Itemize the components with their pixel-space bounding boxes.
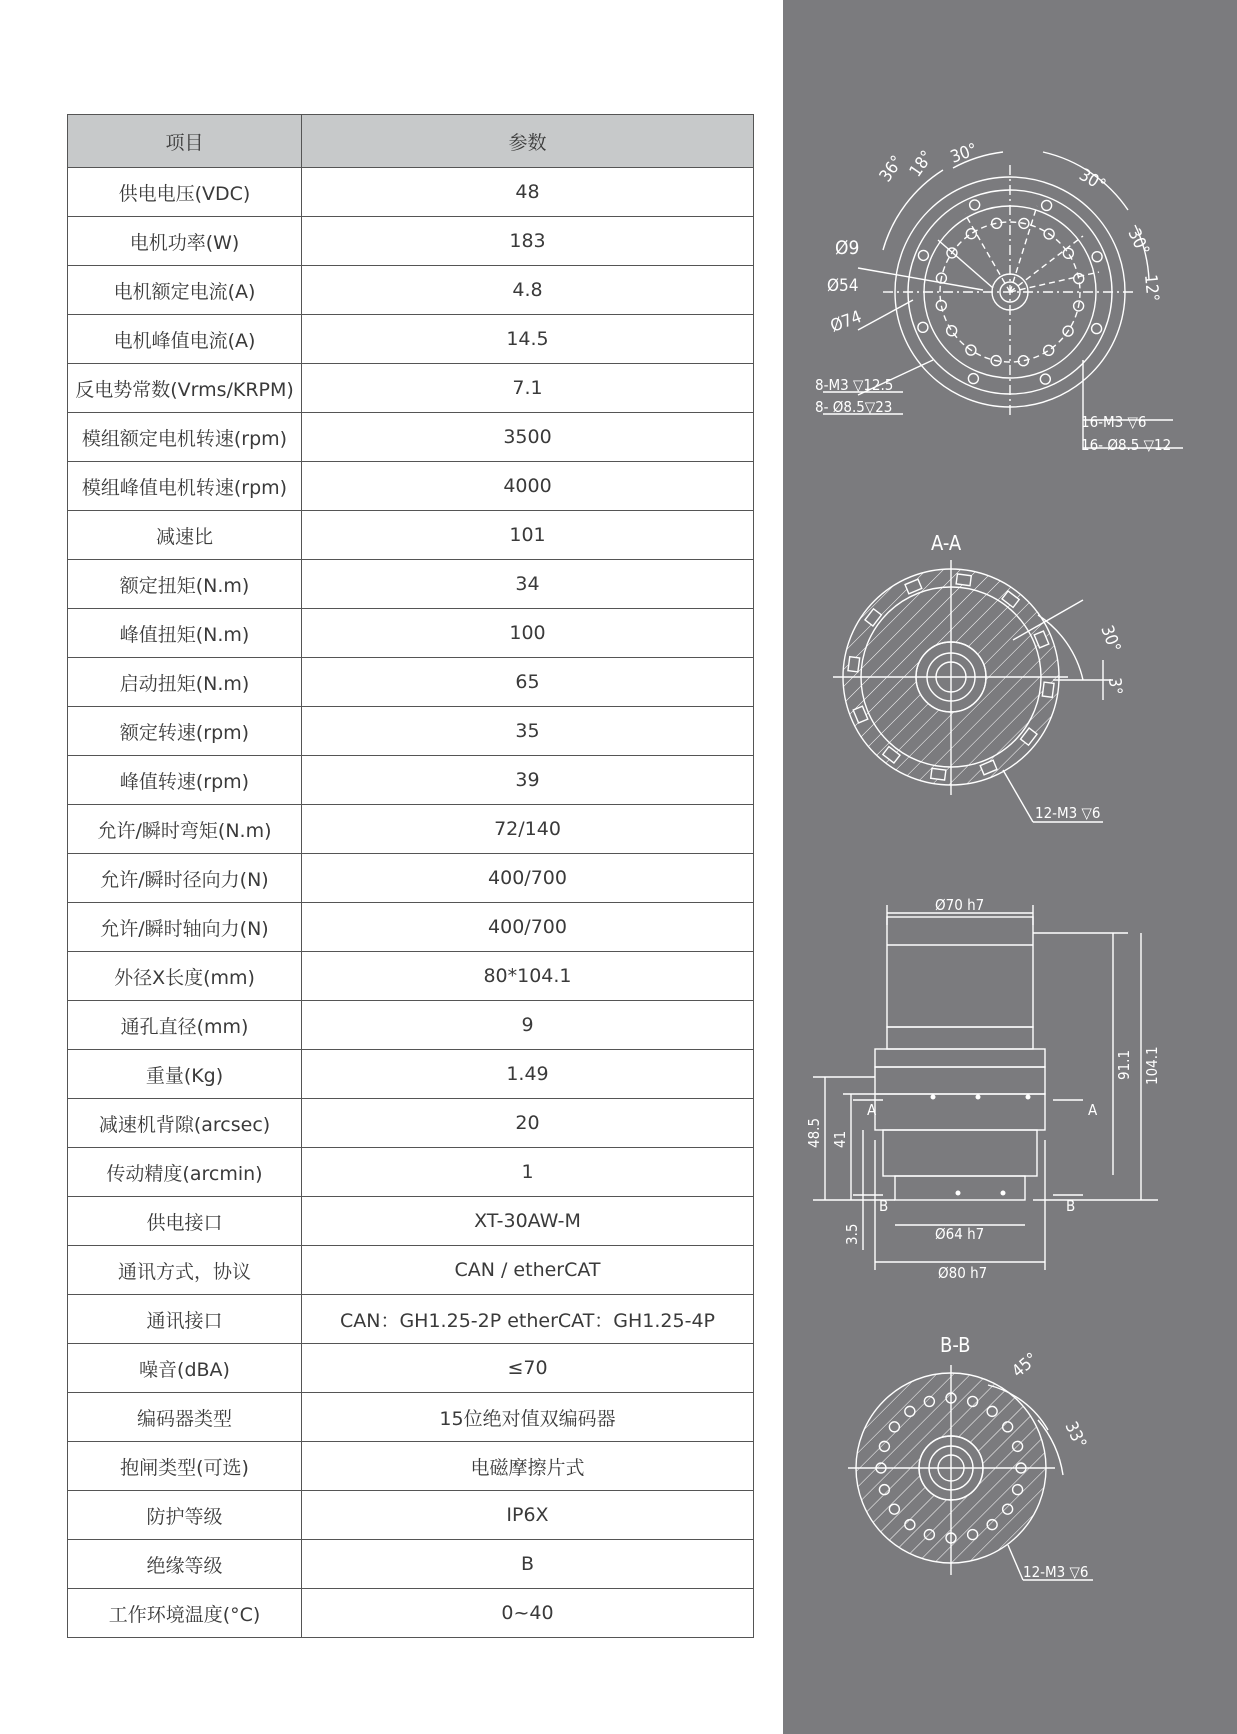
row-item-cell: 允许/瞬时弯矩(N.m) xyxy=(68,805,302,854)
row-value-cell: 3500 xyxy=(302,413,754,462)
aa-angle-30-label: 30° xyxy=(1096,622,1125,656)
holes-8-line1: 8-M3 ▽12.5 xyxy=(815,376,894,394)
row-item-cell: 防护等级 xyxy=(68,1491,302,1540)
angle-30a-label: 30° xyxy=(947,139,981,168)
row-item-cell: 减速机背隙(arcsec) xyxy=(68,1099,302,1148)
angle-18-label: 18° xyxy=(905,147,938,181)
side-view-drawing xyxy=(805,896,1161,1282)
row-item-cell: 电机峰值电流(A) xyxy=(68,315,302,364)
top-hole xyxy=(947,326,957,336)
row-item-cell: 允许/瞬时轴向力(N) xyxy=(68,903,302,952)
row-item-cell: 重量(Kg) xyxy=(68,1050,302,1099)
row-value-cell: 39 xyxy=(302,756,754,805)
top-hole xyxy=(1063,248,1073,258)
table-row xyxy=(68,560,754,609)
row-item-cell: 电机额定电流(A) xyxy=(68,266,302,315)
top-view-drawing xyxy=(815,140,1183,454)
dia-80-label: Ø80 h7 xyxy=(938,1264,988,1282)
row-value-cell: B xyxy=(302,1540,754,1589)
technical-drawings xyxy=(783,0,1237,1734)
drawing-panel xyxy=(783,0,1237,1734)
table-row xyxy=(68,1197,754,1246)
holes-16-line2: 16- Ø8.5 ▽12 xyxy=(1081,436,1172,454)
row-item-cell: 供电电压(VDC) xyxy=(68,168,302,217)
top-outer-hole xyxy=(968,374,978,384)
top-outer-hole xyxy=(970,200,980,210)
table-row xyxy=(68,1491,754,1540)
top-hole xyxy=(966,229,976,239)
top-hole xyxy=(936,300,946,310)
row-value-cell: 34 xyxy=(302,560,754,609)
section-aa-title: A-A xyxy=(931,531,962,555)
row-value-cell: CAN：GH1.25-2P etherCAT：GH1.25-4P xyxy=(302,1295,754,1344)
bb-angle-33-label: 33° xyxy=(1060,1418,1091,1452)
table-row xyxy=(68,1295,754,1344)
row-value-cell: 100 xyxy=(302,609,754,658)
mark-a-left: A xyxy=(867,1101,877,1119)
table-row xyxy=(68,168,754,217)
top-outer-hole xyxy=(1042,200,1052,210)
table-row xyxy=(68,1442,754,1491)
mark-b-right: B xyxy=(1066,1197,1076,1215)
table-row xyxy=(68,511,754,560)
row-item-cell: 绝缘等级 xyxy=(68,1540,302,1589)
aa-notch xyxy=(956,574,971,586)
section-aa-drawing xyxy=(833,531,1125,822)
row-value-cell: 20 xyxy=(302,1099,754,1148)
aa-holes-label: 12-M3 ▽6 xyxy=(1035,804,1101,822)
row-item-cell: 噪音(dBA) xyxy=(68,1344,302,1393)
table-row xyxy=(68,266,754,315)
dia-74-label: Ø74 xyxy=(827,307,865,337)
section-bb-title: B-B xyxy=(940,1333,971,1357)
top-outer-hole xyxy=(1040,374,1050,384)
table-row xyxy=(68,952,754,1001)
row-value-cell: XT-30AW-M xyxy=(302,1197,754,1246)
row-item-cell: 通孔直径(mm) xyxy=(68,1001,302,1050)
row-value-cell: 400/700 xyxy=(302,903,754,952)
top-hole xyxy=(1044,345,1054,355)
table-row xyxy=(68,315,754,364)
top-outer-hole xyxy=(1092,252,1102,262)
table-row xyxy=(68,756,754,805)
row-value-cell: 72/140 xyxy=(302,805,754,854)
spec-table-container xyxy=(67,114,753,1638)
row-value-cell: 4.8 xyxy=(302,266,754,315)
row-item-cell: 传动精度(arcmin) xyxy=(68,1148,302,1197)
row-item-cell: 通讯接口 xyxy=(68,1295,302,1344)
top-outer-hole xyxy=(918,322,928,332)
row-value-cell: 9 xyxy=(302,1001,754,1050)
table-row xyxy=(68,658,754,707)
table-row xyxy=(68,1050,754,1099)
table-row xyxy=(68,1246,754,1295)
row-item-cell: 反电势常数(Vrms/KRPM) xyxy=(68,364,302,413)
table-row xyxy=(68,1099,754,1148)
row-item-cell: 通讯方式，协议 xyxy=(68,1246,302,1295)
table-row xyxy=(68,1344,754,1393)
len-48-label: 48.5 xyxy=(805,1117,823,1148)
aa-notch xyxy=(1042,682,1054,697)
row-item-cell: 模组额定电机转速(rpm) xyxy=(68,413,302,462)
table-row xyxy=(68,609,754,658)
row-item-cell: 允许/瞬时径向力(N) xyxy=(68,854,302,903)
row-item-cell: 电机功率(W) xyxy=(68,217,302,266)
row-value-cell: 183 xyxy=(302,217,754,266)
aa-angle-3-label: 3° xyxy=(1104,676,1126,696)
row-value-cell: 电磁摩擦片式 xyxy=(302,1442,754,1491)
holes-8-line2: 8- Ø8.5▽23 xyxy=(815,398,893,416)
row-item-cell: 模组峰值电机转速(rpm) xyxy=(68,462,302,511)
bb-holes-label: 12-M3 ▽6 xyxy=(1023,1563,1089,1581)
row-value-cell: 65 xyxy=(302,658,754,707)
row-value-cell: 4000 xyxy=(302,462,754,511)
header-param: 参数 xyxy=(302,115,754,168)
row-item-cell: 外径X长度(mm) xyxy=(68,952,302,1001)
aa-notch xyxy=(931,768,946,780)
row-item-cell: 峰值转速(rpm) xyxy=(68,756,302,805)
row-item-cell: 额定转速(rpm) xyxy=(68,707,302,756)
row-value-cell: 14.5 xyxy=(302,315,754,364)
table-row xyxy=(68,364,754,413)
row-item-cell: 编码器类型 xyxy=(68,1393,302,1442)
row-item-cell: 供电接口 xyxy=(68,1197,302,1246)
row-item-cell: 峰值扭矩(N.m) xyxy=(68,609,302,658)
holes-16-line1: 16-M3 ▽6 xyxy=(1081,413,1147,431)
row-item-cell: 减速比 xyxy=(68,511,302,560)
bb-angle-45-label: 45° xyxy=(1008,1349,1042,1382)
table-row xyxy=(68,854,754,903)
spec-table-body xyxy=(68,168,754,1638)
row-item-cell: 额定扭矩(N.m) xyxy=(68,560,302,609)
table-row xyxy=(68,462,754,511)
angle-12-label: 12° xyxy=(1140,273,1163,303)
table-row xyxy=(68,805,754,854)
mark-b-left: B xyxy=(879,1197,889,1215)
dia-9-label: Ø9 xyxy=(835,237,860,259)
row-value-cell: 1.49 xyxy=(302,1050,754,1099)
row-item-cell: 抱闸类型(可选) xyxy=(68,1442,302,1491)
row-item-cell: 工作环境温度(°C) xyxy=(68,1589,302,1638)
row-value-cell: 1 xyxy=(302,1148,754,1197)
row-value-cell: 0~40 xyxy=(302,1589,754,1638)
row-item-cell: 启动扭矩(N.m) xyxy=(68,658,302,707)
row-value-cell: 7.1 xyxy=(302,364,754,413)
row-value-cell: 80*104.1 xyxy=(302,952,754,1001)
table-row xyxy=(68,413,754,462)
section-bb-drawing xyxy=(848,1333,1093,1581)
row-value-cell: CAN / etherCAT xyxy=(302,1246,754,1295)
len-104-label: 104.1 xyxy=(1143,1046,1161,1085)
angle-30b-label: 30° xyxy=(1075,165,1109,196)
aa-notch xyxy=(848,657,860,672)
len-91-label: 91.1 xyxy=(1115,1049,1133,1080)
len-41-label: 41 xyxy=(831,1130,849,1148)
dia-64-label: Ø64 h7 xyxy=(935,1225,985,1243)
row-value-cell: 400/700 xyxy=(302,854,754,903)
header-item: 项目 xyxy=(68,115,302,168)
top-outer-hole xyxy=(918,250,928,260)
table-row xyxy=(68,1148,754,1197)
table-row xyxy=(68,217,754,266)
row-value-cell: 101 xyxy=(302,511,754,560)
table-row xyxy=(68,1540,754,1589)
row-value-cell: 15位绝对值双编码器 xyxy=(302,1393,754,1442)
table-row xyxy=(68,903,754,952)
row-value-cell: 48 xyxy=(302,168,754,217)
top-outer-hole xyxy=(1092,324,1102,334)
table-header-row xyxy=(68,115,754,168)
angle-36-label: 36° xyxy=(875,152,908,186)
spec-table xyxy=(67,114,754,1638)
len-3-label: 3.5 xyxy=(843,1223,861,1245)
dia-70-label: Ø70 h7 xyxy=(935,896,985,914)
row-value-cell: 35 xyxy=(302,707,754,756)
table-row xyxy=(68,1001,754,1050)
angle-30c-label: 30° xyxy=(1123,225,1154,259)
table-row xyxy=(68,1589,754,1638)
row-value-cell: ≤70 xyxy=(302,1344,754,1393)
mark-a-right: A xyxy=(1088,1101,1098,1119)
dia-54-label: Ø54 xyxy=(827,276,859,296)
top-hole xyxy=(1018,356,1028,366)
table-row xyxy=(68,1393,754,1442)
row-value-cell: IP6X xyxy=(302,1491,754,1540)
table-row xyxy=(68,707,754,756)
